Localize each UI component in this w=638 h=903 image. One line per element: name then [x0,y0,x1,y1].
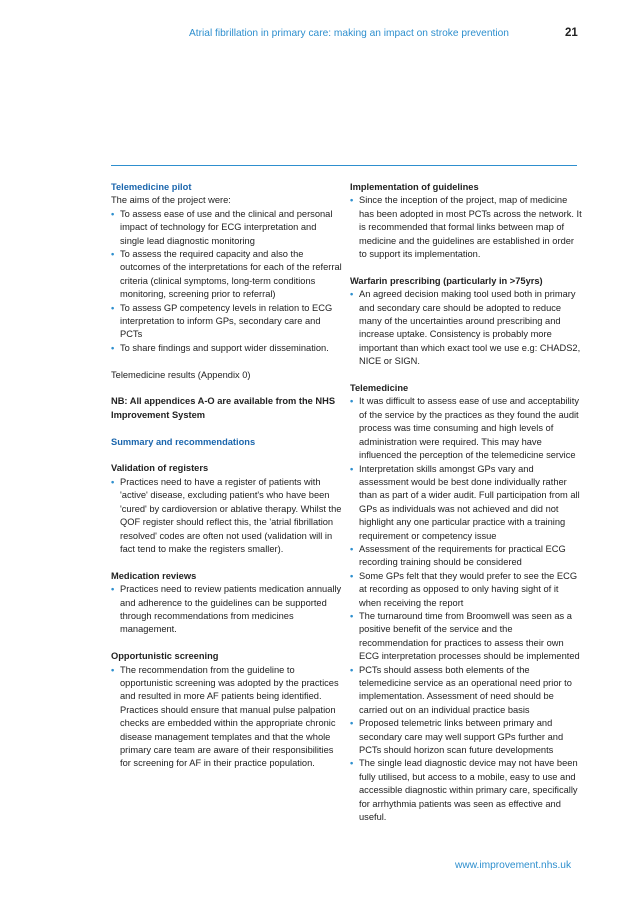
list-item: • To assess the required capacity and also the outcomes of the interpretations for each of the referral criteria (clinical symptoms, long-term conditions monitoring, screening prior to referral) [111,249,342,300]
list-item: • Assessment of the requirements for practical ECG recording training should be considered [350,543,566,568]
summary-heading: Summary and recommendations [111,436,256,447]
list-item: • To assess GP competency levels in relation to ECG interpretation to inform GPs, secondary care and PCTs [111,302,333,340]
running-title: Atrial fibrillation in primary care: making an impact on stroke prevention [189,28,509,39]
footer-url-link[interactable]: www.improvement.nhs.uk [455,860,572,871]
warfarin-heading: Warfarin prescribing (particularly in >75yrs) [350,275,543,286]
telemedicine-list [350,395,582,824]
telemedicine-heading: Telemedicine [350,383,409,394]
list-item: • The recommendation from the guideline to opportunistic screening was adopted by the practices and resulted in more AF patients being identified. Practices should ensure that manual pulse palpation checks are embedded within the appropriate chronic disease management templates and that the whole primary care team are aware of their responsibilities for screening for AF in their practice population. [111,664,339,769]
list-item: • PCTs should assess both elements of the telemedicine service as an operational need prior to implementation. Assessment of need should be carried out on an individual practice basis [350,664,572,715]
bullet-icon: • [350,543,354,554]
validation-list [111,476,343,556]
validation-heading: Validation of registers [111,463,209,474]
warfarin-list [350,288,582,368]
list-item: • An agreed decision making tool used both in primary and secondary care should be adopted to reduce many of the uncertainties around prescribing and increase uptake. Consistency is probably more important than which exact tool we use e.g: CHADS2, NICE or SIGN. [350,289,581,367]
bullet-icon: • [350,396,354,407]
list-item: • Since the inception of the project, map of medicine has been adopted in most PCTs across the network. It is recommended that formal links between map of medicine and the guidelines are established in order to support its implementation. [350,195,582,260]
page-header [0,28,638,42]
medication-heading: Medication reviews [111,570,197,581]
bullet-icon: • [350,570,354,581]
bullet-icon: • [111,664,115,675]
telemedicine-results-text: Telemedicine results (Appendix 0) [111,369,251,380]
guidelines-list [350,194,582,261]
bullet-icon: • [111,476,115,487]
telemedicine-pilot-list [111,208,343,355]
bullet-icon: • [111,342,115,353]
screening-list [111,664,343,771]
list-item: • The turnaround time from Broomwell was seen as a positive benefit of the service and the recommendation for practices to assess their own ECG interpretation processes should be implemented [350,610,580,662]
list-item: • Proposed telemetric links between primary and secondary care may well support GPs further and PCTs should horizon scan future developments [350,718,564,756]
bullet-icon: • [350,289,354,300]
bullet-icon: • [350,664,354,675]
list-item: • Interpretation skills amongst GPs vary and assessment would be best done individually rather than as part of a wider audit. Full participation from all GPs as individuals was not achieved and did not highlight any one particular practice with a training requirement or competency issue [350,463,580,541]
list-item: • Some GPs felt that they would prefer to see the ECG at recording as opposed to only having sight of it when receiving the report [350,570,578,608]
list-item: • The single lead diagnostic device may not have been fully utilised, but access to a mobile, easy to use and accessible diagnostic within primary care, specifically for arrhythmia patients was seen as effective and useful. [350,758,578,823]
list-item: • It was difficult to assess ease of use and acceptability of the service by the practices as they found the audit process was time consuming and high levels of administration were required. This may have influenced the perception of the telemedicine service [350,396,579,461]
bullet-icon: • [350,463,354,474]
screening-heading: Opportunistic screening [111,651,219,662]
appendices-note: NB: All appendices A-O are available from the NHS Improvement System [111,396,336,420]
section-divider [111,165,577,166]
list-item: • To assess ease of use and the clinical and personal impact of technology for ECG interpretation and single lead diagnostic monitoring [111,208,333,246]
bullet-icon: • [111,249,115,260]
list-item: • To share findings and support wider dissemination. [111,342,343,355]
left-column [111,181,343,771]
bullet-icon: • [350,718,354,729]
bullet-icon: • [350,758,354,769]
medication-list [111,583,343,637]
telemedicine-pilot-heading: Telemedicine pilot [111,182,192,192]
bullet-icon: • [350,195,354,206]
bullet-icon: • [111,208,115,219]
bullet-icon: • [350,610,354,621]
guidelines-heading: Implementation of guidelines [350,182,479,192]
bullet-icon: • [111,584,115,595]
bullet-icon: • [111,302,115,313]
telemedicine-pilot-intro: The aims of the project were: [111,195,231,206]
list-item: • Practices need to have a register of patients with 'active' disease, excluding patient's who have been 'cured' by cardioversion or ablative therapy. Whilst the QOF register should reflect this, the 'atrial fibrillation resolved' codes are often not used (validation will in fact tend to make the registers smaller). [111,476,342,554]
right-column [350,181,582,824]
page-number: 21 [565,27,578,39]
list-item: • Practices need to review patients medication annually and adherence to the guidelines can be supported through recommendations from medicines management. [111,584,342,635]
